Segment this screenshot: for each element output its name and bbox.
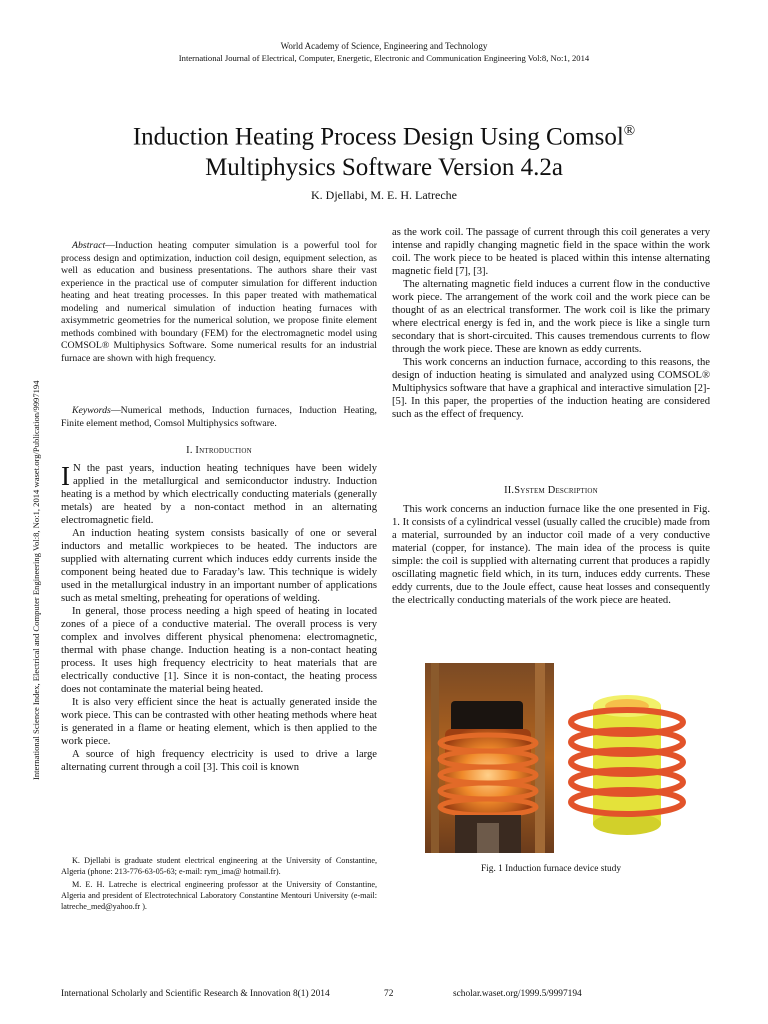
section-heading-system-description: [392, 485, 710, 496]
title-line2: Multiphysics Software Version 4.2a: [205, 154, 563, 182]
paragraph: This work concerns an induction furnace, according to this reasons, the design of induction heating is simulated and analyzed using COMSOL® Multiphysics software that have a graphical and interactive simulation [2]-[5]. In this paper, the properties of the induction heating are considered such as the effect of frequency.: [392, 357, 710, 420]
figure-caption: Fig. 1 Induction furnace device study: [480, 864, 622, 874]
journal-publisher: World Academy of Science, Engineering and Technology: [280, 41, 488, 51]
keywords-text: Numerical methods, Induction furnaces, Induction Heating, Finite element method, Comsol Multiphysics software.: [61, 405, 377, 429]
coil-model-image: [565, 686, 691, 838]
footnote-author2: M. E. H. Latreche is electrical engineering professor at the University of Constantine, Algeria and president of Electrotechnical Laboratory Constantine Mentouri University (e-mail: latreche_med@yahoo.fr ).: [61, 880, 377, 911]
page-number: 72: [384, 989, 394, 999]
footnotes: [61, 855, 377, 914]
section1-number: I.: [186, 445, 196, 456]
drop-cap: I: [61, 461, 70, 491]
section-heading-introduction: [61, 445, 377, 456]
title-line1: Induction Heating Process Design Using Comsol: [132, 123, 624, 151]
abstract-text: Induction heating computer simulation is a powerful tool for process design and optimization, induction coil design, equipment selection, as well as education and business presentations. The authors share their vast experience in the practical use of computer simulation for different induction heating and heat treating processes. In this paper treated with mathematical modeling and numerical simulation of induction heating furnaces with axisymmetric geometries for the numerical solution, we propose finite element methods combined with boundary (FEM) for the electromagnetic model using COMSOL® Multiphysics Software. Some numerical results for an industrial furnace are shown with high frequency.: [61, 240, 377, 364]
section2-title: System Description: [514, 485, 598, 496]
registered-mark: ®: [623, 123, 636, 139]
footer-journal: International Scholarly and Scientific Research & Innovation 8(1) 2014: [61, 989, 330, 999]
paragraph: The alternating magnetic field induces a current flow in the conductive work piece. The arrangement of the work coil and the work piece can be thought of as an electrical transformer. The work coil is like the primary where electrical energy is fed in, and the work piece is like a single turn secondary that is short-circuited. This causes tremendous currents to flow through the work piece. These are known as eddy currents.: [392, 279, 710, 355]
paper-title: [40, 116, 728, 183]
section2-number: II.: [504, 485, 515, 496]
author-list: K. Djellabi, M. E. H. Latreche: [311, 188, 457, 202]
abstract-label: Abstract: [72, 240, 106, 251]
paragraph-text: N the past years, induction heating techniques have been widely applied in the metallurgical and semiconductor industry. Induction heating is a method by which electrically conducting materials (generally metals) are heated by a non-contact method in an alternating electromagnetic field.: [61, 463, 377, 526]
journal-name: International Journal of Electrical, Computer, Energetic, Electronic and Communication Engineering Vol:8, No:1, 2014: [178, 53, 590, 63]
abstract: [61, 240, 377, 365]
keywords: [61, 405, 377, 430]
system-description-body: [392, 503, 710, 607]
paragraph: It is also very efficient since the heat is actually generated inside the work piece. This can be contrasted with other heating methods where heat is generated in a flame or heating element, which is then applied to the work piece.: [61, 697, 377, 747]
paragraph: An induction heating system consists basically of one or several inductors and metallic workpieces to be heated. The inductors are supplied with alternating current which induces eddy currents inside the component being heated due to Faraday’s law. This technique is widely used in the metallurgical industry in an important number of applications such as metal smelting, preheating for operations of welding.: [61, 528, 377, 604]
abstract-dash: —: [105, 240, 115, 251]
introduction-body: [61, 462, 377, 774]
coil-model-render: [565, 686, 691, 838]
keywords-dash: —: [110, 405, 121, 416]
paragraph: as the work coil. The passage of current through this coil generates a very intense and rapidly changing magnetic field in the space within the work coil. The work piece to be heated is placed within this intense alternating magnetic field [7], [3].: [392, 227, 710, 277]
footer-link[interactable]: scholar.waset.org/1999.5/9997194: [453, 989, 582, 999]
furnace-photo-image: [425, 663, 554, 853]
right-column-body: [392, 226, 710, 421]
paragraph: In general, those process needing a high speed of heating in located zones of a piece of a conductive material. The overall process is very complex and involves different physical phenomena: electromagnetic, thermal with phase change. Induction heating is a non-contact heating process. It uses high frequency electricity to heat materials that are electrically conductive [1]. Since it is non-contact, the heating process does not contaminate the material being heated.: [61, 606, 377, 695]
furnace-photo: [425, 663, 554, 853]
paragraph: A source of high frequency electricity is used to drive a large alternating current through a coil [3]. This coil is known: [61, 749, 377, 773]
section1-title: Introduction: [195, 445, 252, 456]
paragraph: This work concerns an induction furnace like the one presented in Fig. 1. It consists of a cylindrical vessel (usually called the crucible) made from a material, surrounded by an inductor coil made of a very conductive material (copper, for instance). The main idea of the process is quite simple: the coil is supplied with alternating current that produces a rapidly oscillating magnetic field which, in its turn, induces eddy currents. These eddy currents, due to the Joule effect, cause heat losses and consequently the electrically conducting materials of the work piece are heated.: [392, 504, 710, 606]
paragraph: [61, 462, 377, 527]
footnote-author1: K. Djellabi is graduate student electrical engineering at the University of Constantine, Algeria (phone: 213-776-63-05-63; e-mail: rym_ima@ hotmail.fr).: [61, 856, 377, 876]
keywords-label: Keywords: [72, 405, 111, 416]
sidebar-citation: International Science Index, Electrical and Computer Engineering Vol:8, No:1, 2014 waset.org/Publication/9997194: [31, 380, 41, 780]
